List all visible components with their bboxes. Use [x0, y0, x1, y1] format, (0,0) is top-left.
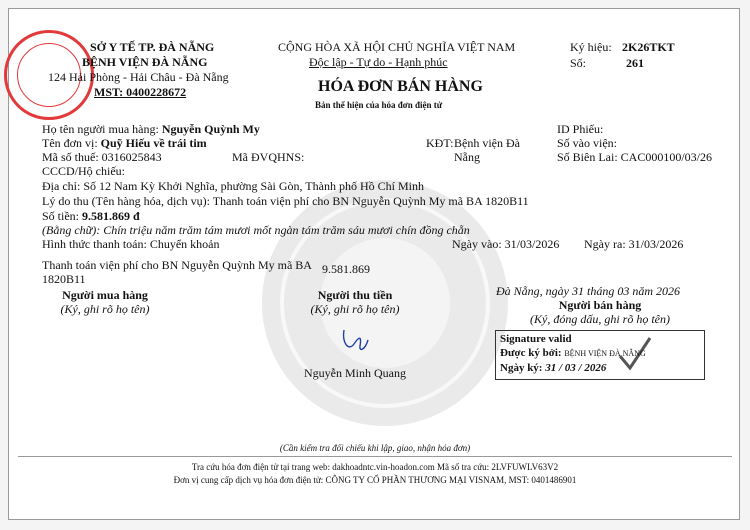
buyer-sign-hint: (Ký, ghi rõ họ tên) [60, 302, 150, 316]
payment-value: Chuyển khoản [149, 237, 220, 251]
line-item-desc-1: Thanh toán viện phí cho BN Nguyễn Quỳnh My mã BA [42, 258, 312, 272]
signed-by-label: Được ký bởi: [500, 347, 562, 359]
collector-name: Nguyễn Minh Quang [304, 366, 406, 380]
footer-provider: Đơn vị cung cấp dịch vụ hóa đơn điện tử: CÔNG TY CỔ PHẦN THƯƠNG MẠI VISNAM, MST: 0401486901 [173, 475, 577, 485]
sign-date-value: 31 / 03 / 2026 [545, 362, 607, 374]
buyer-unit: Quỹ Hiếu về trái tim [100, 136, 207, 150]
national-motto: Độc lập - Tự do - Hạnh phúc [309, 55, 448, 69]
buyer-sign-title: Người mua hàng [62, 288, 148, 302]
signature-valid-label: Signature valid [500, 333, 572, 345]
seller-sign-title: Người bán hàng [558, 298, 642, 312]
footer-divider [18, 456, 732, 457]
buyer-address: Số 12 Nam Kỳ Khởi Nghĩa, phường Sài Gòn, Thành phố Hồ Chí Minh [83, 179, 424, 193]
line-item-amount: 9.581.869 [322, 262, 370, 276]
national-title: CỘNG HÒA XÃ HỘI CHỦ NGHĨA VIỆT NAM [278, 40, 516, 54]
invoice-number: 261 [626, 56, 644, 70]
tax-label: Mã số thuế: [42, 150, 99, 164]
cccd-label: CCCD/Hộ chiếu: [42, 164, 125, 178]
receipt-value: CAC000100/03/26 [620, 150, 713, 164]
handwritten-signature-icon [338, 322, 374, 356]
collector-sign-hint: (Ký, ghi rõ họ tên) [310, 302, 400, 316]
words-label: (Bằng chữ): [42, 223, 101, 237]
signed-by-value: BỆNH VIỆN ĐÀ NẴNG [564, 349, 646, 358]
seller-tax: MST: 0400228672 [94, 85, 187, 99]
buyer-name-label: Họ tên người mua hàng: [42, 122, 159, 136]
amount-label: Số tiền: [42, 209, 80, 223]
collector-sign-title: Người thu tiền [317, 288, 393, 302]
qhns-label: Mã ĐVQHNS: [232, 150, 305, 164]
discharge-date-label: Ngày ra: [584, 237, 626, 251]
entry-date-value: 31/03/2026 [504, 237, 560, 251]
kdt-value: Bệnh viện Đà Nẵng [454, 136, 520, 164]
payment-label: Hình thức thanh toán: [42, 237, 147, 251]
sign-date-label: Ngày ký: [500, 362, 543, 374]
seller-address: 124 Hải Phòng - Hải Châu - Đà Nẵng [48, 70, 229, 84]
footer-note: (Cần kiểm tra đối chiếu khi lập, giao, nhận hóa đơn) [279, 443, 471, 453]
symbol-label: Ký hiệu: [570, 40, 612, 54]
place-date: Đà Nẵng, ngày 31 tháng 03 năm 2026 [496, 284, 680, 298]
amount-value: 9.581.869 đ [82, 209, 140, 223]
id-label: ID Phiếu: [557, 122, 604, 136]
reason-label: Lý do thu (Tên hàng hóa, dịch vụ): [42, 194, 210, 208]
receipt-label: Số Biên Lai: [557, 150, 618, 164]
buyer-tax: 0316025843 [101, 150, 162, 164]
seller-sign-hint: (Ký, đóng dấu, ghi rõ họ tên) [530, 312, 670, 326]
number-label: Số: [570, 56, 587, 70]
line-item-desc-2: 1820B11 [42, 272, 86, 286]
buyer-name: Nguyễn Quỳnh My [161, 122, 260, 136]
entry-date-label: Ngày vào: [452, 237, 502, 251]
kdt-label: KĐT: [426, 136, 454, 150]
seller-dept: SỞ Y TẾ TP. ĐÀ NẴNG [90, 40, 215, 54]
reason-value: Thanh toán viện phí cho BN Nguyễn Quỳnh My mã BA 1820B11 [212, 194, 529, 208]
invoice-symbol: 2K26TKT [622, 40, 675, 54]
discharge-date-value: 31/03/2026 [628, 237, 684, 251]
entry-no-label: Số vào viện: [557, 136, 617, 150]
seller-name: BỆNH VIỆN ĐÀ NẴNG [82, 55, 208, 69]
invoice-subtitle: Bản thể hiện của hóa đơn điện tử [315, 100, 443, 110]
invoice-title: HÓA ĐƠN BÁN HÀNG [318, 78, 483, 95]
footer-lookup: Tra cứu hóa đơn điện tử tại trang web: dakhoadntc.vin-hoadon.com Mã số tra cứu: 2LVFUWLV63V2 [191, 462, 559, 472]
address-label: Địa chỉ: [42, 179, 81, 193]
unit-label: Tên đơn vị: [42, 136, 98, 150]
words-value: Chín triệu năm trăm tám mươi mốt ngàn tám trăm sáu mươi chín đồng chẵn [103, 223, 470, 237]
